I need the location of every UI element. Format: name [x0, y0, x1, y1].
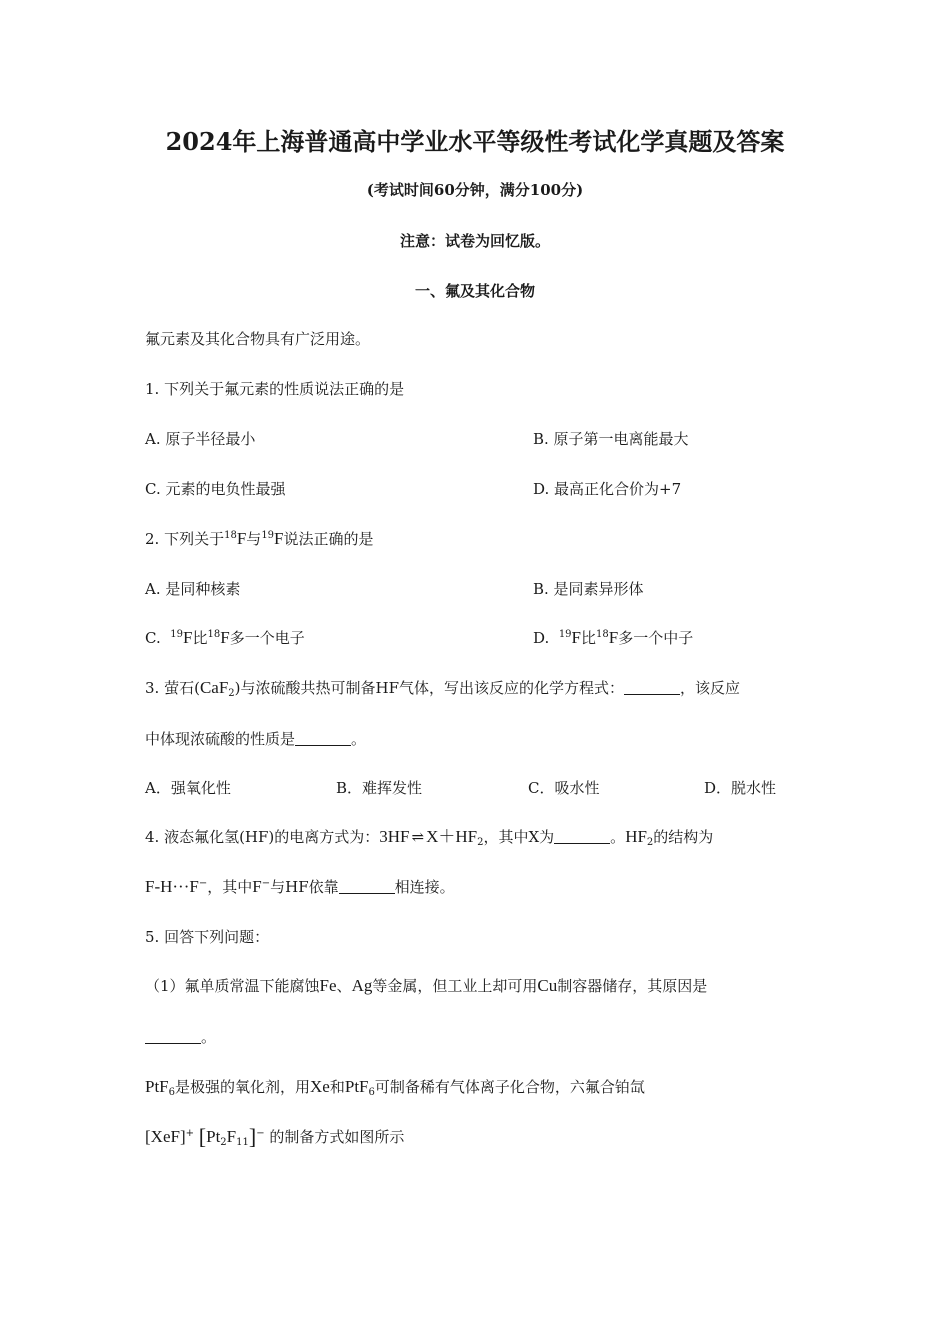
q4-line2-text: ，其中 — [207, 878, 253, 896]
q4-line2-text: 与HF依靠 — [270, 878, 339, 896]
q5-part1-start: （1）氟单质常温下能腐蚀 — [145, 977, 320, 995]
charge-superscript: − — [256, 1128, 265, 1139]
isotope-mass-18: 18 — [596, 629, 609, 640]
element-xe: Xe — [310, 1077, 330, 1096]
q3-option-b: B．难挥发性 — [336, 779, 423, 797]
q3-stem — [145, 678, 740, 698]
period: 。 — [610, 828, 626, 846]
q1-option-d: D. 最高正化合价为+7 — [533, 480, 682, 498]
page-title: 2024年上海普通高中学业水平等级性考试化学真题及答案 — [165, 127, 785, 156]
q5-part1 — [145, 976, 707, 996]
q5-ptf6-text-end: 可制备稀有气体离子化合物，六氟合铂氙 — [374, 1078, 645, 1096]
left-bracket: [ — [198, 1124, 207, 1149]
q3-line2 — [145, 729, 366, 749]
option-letter: C. — [145, 629, 161, 647]
q2-stem-end: 说法正确的是 — [283, 530, 374, 548]
period: 。 — [351, 730, 367, 748]
q5-xef-line — [145, 1124, 405, 1149]
q4-line2 — [145, 877, 455, 897]
q2-option-a: A. 是同种核素 — [145, 580, 241, 598]
compare-word: 比 — [192, 629, 208, 647]
q2-stem-and: 与 — [246, 530, 262, 548]
separator: 、 — [336, 977, 352, 995]
notice: 注意：试卷为回忆版。 — [399, 232, 550, 250]
q3-option-a: A．强氧化性 — [145, 779, 231, 797]
element-cu: Cu — [537, 976, 558, 995]
formula-ptf6: PtF — [145, 1077, 169, 1096]
q4-line2-end: 相连接。 — [394, 878, 455, 896]
element-fe: Fe — [319, 976, 337, 995]
answer-blank[interactable] — [624, 680, 680, 695]
isotope-mass-18: 18 — [207, 629, 221, 640]
compare-word: 比 — [581, 629, 597, 647]
isotope-mass-19: 19 — [261, 530, 275, 541]
section-heading: 一、氟及其化合物 — [414, 282, 535, 300]
isotope-mass-19: 19 — [558, 629, 572, 640]
structure-formula: F-H···F — [145, 877, 199, 896]
answer-blank[interactable] — [145, 1029, 201, 1044]
q5-ptf6-text: 是极强的氧化剂，用 — [175, 1078, 311, 1096]
element-f: F — [274, 529, 284, 548]
q4-stem-middle: ，其中X为 — [483, 828, 555, 846]
period: 。 — [201, 1028, 217, 1046]
charge-superscript: + — [185, 1128, 194, 1139]
q5-stem: 5. 回答下列问题： — [145, 928, 270, 946]
element-f: F — [226, 1127, 237, 1146]
formula-subscript: 11 — [236, 1137, 249, 1148]
element-f: F — [220, 628, 230, 647]
formula-subscript: 2 — [220, 1137, 227, 1148]
q2-stem-start: 2. 下列关于 — [145, 530, 225, 548]
right-bracket: ] — [248, 1124, 257, 1149]
formula-subscript: 2 — [646, 837, 654, 848]
q3-option-c: C．吸水性 — [528, 779, 600, 797]
q5-part1-end: 制容器储存，其原因是 — [557, 977, 708, 995]
element-pt: Pt — [206, 1127, 221, 1146]
formula-ptf6: PtF — [344, 1077, 369, 1096]
element-f: F — [571, 628, 582, 647]
q2-option-d — [533, 628, 693, 648]
element-f: F — [183, 628, 193, 647]
q2-option-c — [145, 628, 305, 648]
q5-xef-text: 的制备方式如图所示 — [269, 1128, 405, 1146]
charge-superscript: − — [261, 878, 271, 889]
charge-superscript: − — [198, 878, 208, 889]
formula-subscript: 2 — [228, 688, 235, 699]
q1-option-a: A. 原子半径最小 — [145, 430, 256, 448]
q4-stem-start: 4. 液态氟化氢(HF)的电离方式为： — [145, 828, 380, 846]
q3-line2-text: 中体现浓硫酸的性质是 — [145, 730, 296, 748]
element-f: F — [608, 628, 619, 647]
q5-ptf6-line — [145, 1077, 645, 1097]
isotope-mass-18: 18 — [224, 530, 237, 541]
option-text: 多一个电子 — [229, 629, 305, 647]
formula-caf2: CaF — [199, 678, 229, 697]
q3-stem-end: ，该反应 — [680, 679, 741, 697]
q1-stem: 1. 下列关于氟元素的性质说法正确的是 — [145, 380, 405, 398]
isotope-mass-19: 19 — [170, 629, 183, 640]
exam-info: (考试时间60分钟，满分100分) — [366, 181, 584, 199]
option-letter: D. — [533, 629, 550, 647]
q3-option-d: D．脱水性 — [704, 779, 777, 797]
answer-blank[interactable] — [295, 731, 351, 746]
q5-part1-middle: 等金属，但工业上却可用 — [372, 977, 538, 995]
q1-option-b: B. 原子第一电离能最大 — [533, 430, 689, 448]
equation-left: 3HF — [379, 827, 410, 846]
q2-option-b: B. 是同素异形体 — [533, 580, 644, 598]
q4-stem — [145, 827, 713, 847]
q2-stem — [145, 529, 374, 549]
q4-stem-end: 的结构为 — [653, 828, 714, 846]
option-text: 多一个中子 — [618, 629, 694, 647]
q3-stem-start: 3. 萤石( — [145, 679, 200, 697]
element-f: F — [236, 529, 247, 548]
fluoride-ion: F — [252, 877, 262, 896]
and-word: 和 — [329, 1078, 345, 1096]
q3-stem-middle: )与浓硫酸共热可制备HF气体，写出该反应的化学方程式： — [234, 679, 624, 697]
q1-option-c: C. 元素的电负性最强 — [145, 480, 286, 498]
section-intro: 氟元素及其化合物具有广泛用途。 — [145, 330, 371, 348]
formula-subscript: 6 — [168, 1087, 176, 1098]
formula-subscript: 2 — [477, 837, 484, 848]
cation-xef: [XeF] — [145, 1127, 186, 1146]
answer-blank[interactable] — [554, 829, 610, 844]
q5-part1-line2 — [145, 1027, 216, 1047]
answer-blank[interactable] — [339, 879, 395, 894]
element-ag: Ag — [351, 976, 373, 995]
formula-hf2: HF — [625, 827, 647, 846]
equation-right: X＋HF — [426, 827, 478, 846]
equilibrium-arrow-icon: ⇌ — [411, 828, 425, 846]
formula-subscript: 6 — [368, 1087, 375, 1098]
